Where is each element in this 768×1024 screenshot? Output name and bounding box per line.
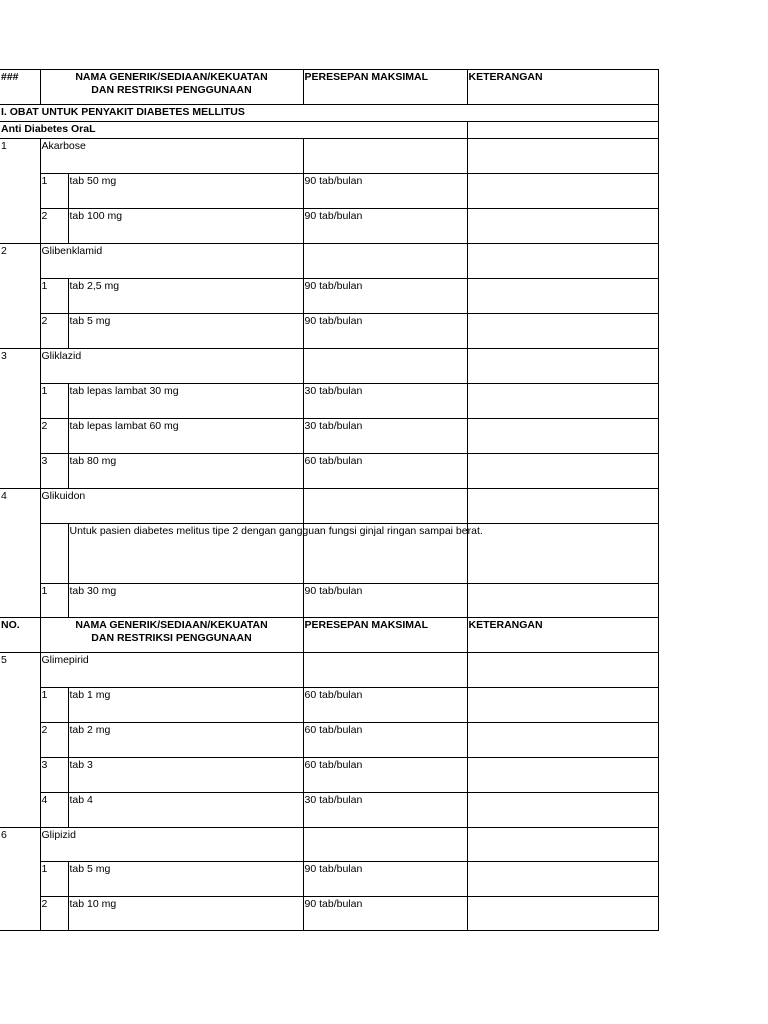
drug-row: [0, 489, 658, 524]
dosage-max: 30 tab/bulan: [303, 793, 467, 828]
drug-row: [0, 349, 658, 384]
dosage-max: 60 tab/bulan: [303, 758, 467, 793]
subsection-title: Anti Diabetes OraL: [0, 122, 467, 139]
empty-cell: [467, 244, 658, 279]
subsection-row: [0, 122, 658, 139]
restriction-text: Untuk pasien diabetes melitus tipe 2 dengan gangguan fungsi ginjal ringan sampai berat.: [69, 525, 483, 537]
drug-row: [0, 244, 658, 279]
dosage-no: 2: [40, 897, 68, 931]
dosage-max: 60 tab/bulan: [303, 688, 467, 723]
drug-row: [0, 828, 658, 862]
empty-cell: [467, 122, 658, 139]
empty-cell: [467, 139, 658, 174]
dosage-max: 30 tab/bulan: [303, 419, 467, 454]
dosage-max: 90 tab/bulan: [303, 584, 467, 618]
formulary-table: [0, 69, 659, 931]
drug-row: [0, 653, 658, 688]
dosage-no: 2: [40, 723, 68, 758]
header-name-line2: DAN RESTRIKSI PENGGUNAAN: [91, 632, 252, 644]
empty-cell: [467, 828, 658, 862]
dosage-form: tab 4: [68, 793, 303, 828]
dosage-no: 1: [40, 174, 68, 209]
dosage-row: [0, 584, 658, 618]
restriction-cell: [68, 524, 483, 584]
drug-row: [0, 139, 658, 174]
dosage-no: 2: [40, 419, 68, 454]
dosage-max: 60 tab/bulan: [303, 723, 467, 758]
dosage-max: 90 tab/bulan: [303, 862, 467, 897]
dosage-form: tab 2 mg: [68, 723, 303, 758]
dosage-no: 1: [40, 862, 68, 897]
drug-name: Glimepirid: [40, 653, 303, 688]
dosage-max: 60 tab/bulan: [303, 454, 467, 489]
dosage-no: 1: [40, 688, 68, 723]
dosage-row: [0, 862, 658, 897]
dosage-no: 2: [40, 314, 68, 349]
dosage-row: [0, 174, 658, 209]
dosage-row: [0, 454, 658, 489]
empty-cell: [303, 828, 467, 862]
dosage-form: tab lepas lambat 60 mg: [68, 419, 303, 454]
drug-name: Gliklazid: [40, 349, 303, 384]
dosage-note: [467, 174, 658, 209]
header-name: [40, 70, 303, 105]
table-header-row: [0, 70, 658, 105]
dosage-max: 90 tab/bulan: [303, 314, 467, 349]
dosage-no: 4: [40, 793, 68, 828]
empty-cell: [303, 139, 467, 174]
header-name-line2: DAN RESTRIKSI PENGGUNAAN: [91, 84, 252, 96]
dosage-form: tab 10 mg: [68, 897, 303, 931]
section-row: [0, 105, 658, 122]
dosage-no: 1: [40, 279, 68, 314]
dosage-row: [0, 688, 658, 723]
dosage-form: tab lepas lambat 30 mg: [68, 384, 303, 419]
drug-name: Glibenklamid: [40, 244, 303, 279]
dosage-no: 1: [40, 584, 68, 618]
dosage-max: 90 tab/bulan: [303, 279, 467, 314]
dosage-max: 30 tab/bulan: [303, 384, 467, 419]
header-note: KETERANGAN: [467, 70, 658, 105]
dosage-row: [0, 723, 658, 758]
dosage-note: [467, 723, 658, 758]
dosage-note: [467, 793, 658, 828]
dosage-note: [467, 419, 658, 454]
header-no: ###: [0, 70, 40, 105]
dosage-row: [0, 314, 658, 349]
dosage-no: 2: [40, 209, 68, 244]
drug-no: 5: [0, 653, 40, 828]
dosage-note: [467, 384, 658, 419]
dosage-row: [0, 419, 658, 454]
dosage-form: tab 3: [68, 758, 303, 793]
dosage-note: [467, 897, 658, 931]
drug-name: Glipizid: [40, 828, 303, 862]
header-no: NO.: [0, 618, 40, 653]
dosage-note: [467, 279, 658, 314]
dosage-max: 90 tab/bulan: [303, 897, 467, 931]
dosage-form: tab 80 mg: [68, 454, 303, 489]
header-note: KETERANGAN: [467, 618, 658, 653]
dosage-row: [0, 279, 658, 314]
dosage-note: [467, 314, 658, 349]
dosage-form: tab 100 mg: [68, 209, 303, 244]
dosage-form: tab 30 mg: [68, 584, 303, 618]
dosage-note: [467, 209, 658, 244]
dosage-row: [0, 793, 658, 828]
drug-no: 3: [0, 349, 40, 489]
dosage-row: [0, 209, 658, 244]
dosage-note: [467, 454, 658, 489]
dosage-no: 1: [40, 384, 68, 419]
header-name-line1: NAMA GENERIK/SEDIAAN/KEKUATAN: [75, 71, 268, 83]
empty-cell: [303, 244, 467, 279]
formulary-sheet: [0, 69, 659, 931]
drug-name: Akarbose: [40, 139, 303, 174]
drug-no: 2: [0, 244, 40, 349]
dosage-note: [467, 688, 658, 723]
section-title: I. OBAT UNTUK PENYAKIT DIABETES MELLITUS: [0, 105, 658, 122]
drug-name: Glikuidon: [40, 489, 303, 524]
restriction-row: [0, 524, 658, 584]
dosage-note: [467, 758, 658, 793]
drug-no: 1: [0, 139, 40, 244]
empty-cell: [467, 524, 658, 584]
dosage-form: tab 5 mg: [68, 862, 303, 897]
header-name: [40, 618, 303, 653]
header-max: PERESEPAN MAKSIMAL: [303, 618, 467, 653]
empty-cell: [467, 653, 658, 688]
dosage-row: [0, 758, 658, 793]
dosage-form: tab 1 mg: [68, 688, 303, 723]
header-name-line1: NAMA GENERIK/SEDIAAN/KEKUATAN: [75, 619, 268, 631]
empty-cell: [467, 349, 658, 384]
dosage-max: 90 tab/bulan: [303, 209, 467, 244]
empty-cell: [303, 489, 467, 524]
dosage-form: tab 2,5 mg: [68, 279, 303, 314]
empty-cell: [40, 524, 68, 584]
drug-no: 4: [0, 489, 40, 618]
dosage-row: [0, 897, 658, 931]
dosage-no: 3: [40, 758, 68, 793]
table-header-row: [0, 618, 658, 653]
dosage-row: [0, 384, 658, 419]
dosage-form: tab 5 mg: [68, 314, 303, 349]
dosage-note: [467, 862, 658, 897]
empty-cell: [303, 653, 467, 688]
drug-no: 6: [0, 828, 40, 931]
empty-cell: [303, 349, 467, 384]
empty-cell: [467, 489, 658, 524]
dosage-no: 3: [40, 454, 68, 489]
header-max: PERESEPAN MAKSIMAL: [303, 70, 467, 105]
dosage-max: 90 tab/bulan: [303, 174, 467, 209]
dosage-form: tab 50 mg: [68, 174, 303, 209]
dosage-note: [467, 584, 658, 618]
